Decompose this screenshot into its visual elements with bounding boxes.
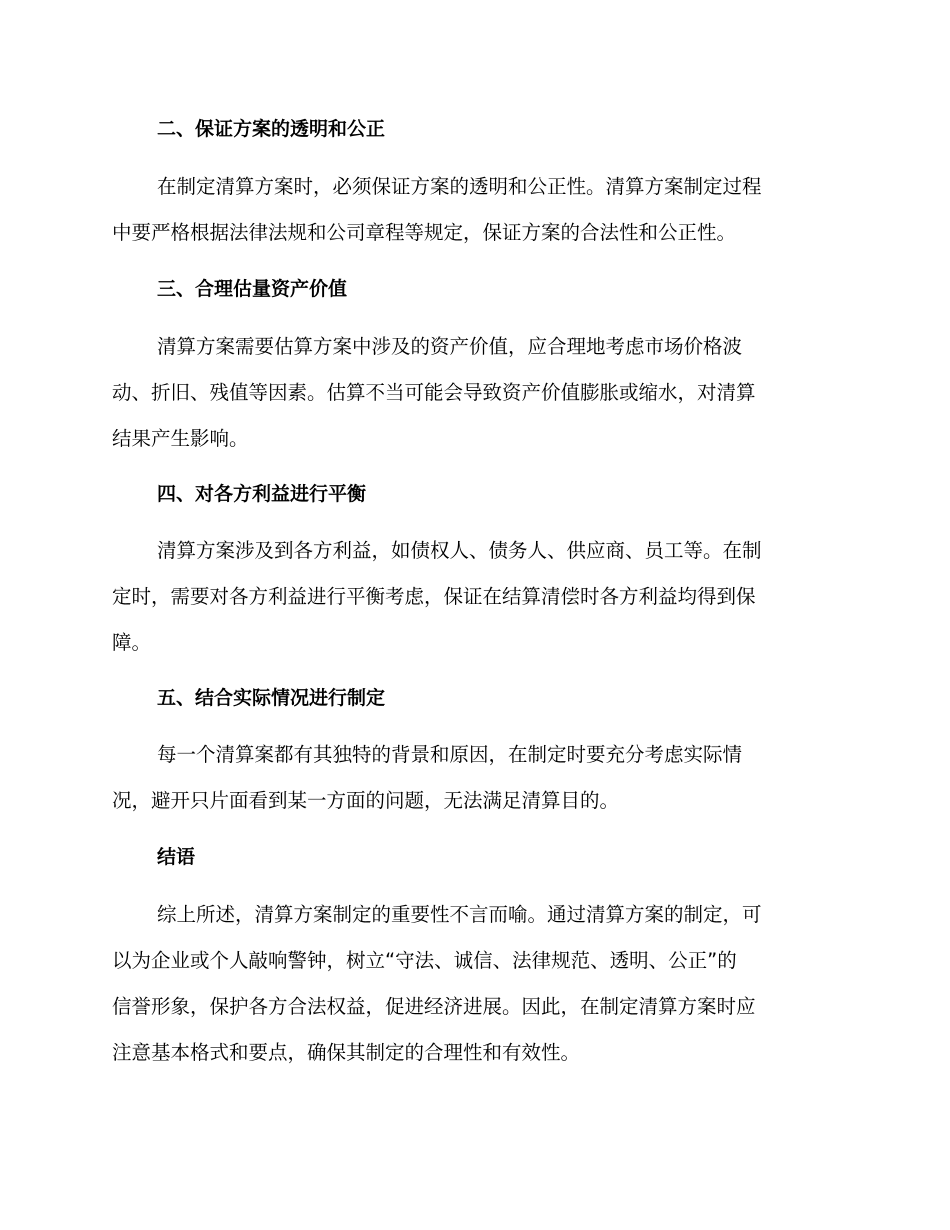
paragraph-line: 每一个清算案都有其独特的背景和原因，在制定时要充分考虑实际情 — [157, 743, 743, 766]
paragraph-line: 动、折旧、残值等因素。估算不当可能会导致资产价值膨胀或缩水，对清算 — [112, 381, 756, 404]
paragraph-line: 清算方案需要估算方案中涉及的资产价值，应合理地考虑市场价格波 — [157, 335, 743, 358]
paragraph-line: 注意基本格式和要点，确保其制定的合理性和有效性。 — [112, 1041, 581, 1064]
section-paragraph-4 — [112, 528, 830, 666]
paragraph-line: 结果产生影响。 — [112, 427, 249, 450]
conclusion-heading: 结语 — [157, 846, 196, 868]
paragraph-line: 信誉形象，保护各方合法权益，促进经济进展。因此，在制定清算方案时应 — [112, 995, 756, 1018]
section-heading-4: 四、对各方利益进行平衡 — [157, 483, 367, 505]
section-heading-3: 三、合理估量资产价值 — [157, 278, 348, 300]
section-paragraph-5 — [112, 732, 830, 824]
paragraph-line: 综上所述，清算方案制定的重要性不言而喻。通过清算方案的制定，可 — [157, 903, 762, 926]
paragraph-line: 障。 — [112, 631, 152, 654]
paragraph-line: 以为企业或个人敲响警钟，树立“守法、诚信、法律规范、透明、公正”的 — [112, 949, 737, 972]
section-paragraph-2 — [112, 164, 830, 256]
conclusion-paragraph — [112, 892, 830, 1076]
paragraph-line: 中要严格根据法律法规和公司章程等规定，保证方案的合法性和公正性。 — [112, 221, 737, 244]
paragraph-line: 在制定清算方案时，必须保证方案的透明和公正性。清算方案制定过程 — [157, 175, 762, 198]
paragraph-line: 清算方案涉及到各方利益，如债权人、债务人、供应商、员工等。在制 — [157, 539, 762, 562]
section-heading-5: 五、结合实际情况进行制定 — [157, 687, 386, 709]
section-heading-2: 二、保证方案的透明和公正 — [157, 118, 386, 140]
paragraph-line: 定时，需要对各方利益进行平衡考虑，保证在结算清偿时各方利益均得到保 — [112, 585, 756, 608]
section-paragraph-3 — [112, 324, 830, 462]
paragraph-line: 况，避开只片面看到某一方面的问题，无法满足清算目的。 — [112, 789, 620, 812]
